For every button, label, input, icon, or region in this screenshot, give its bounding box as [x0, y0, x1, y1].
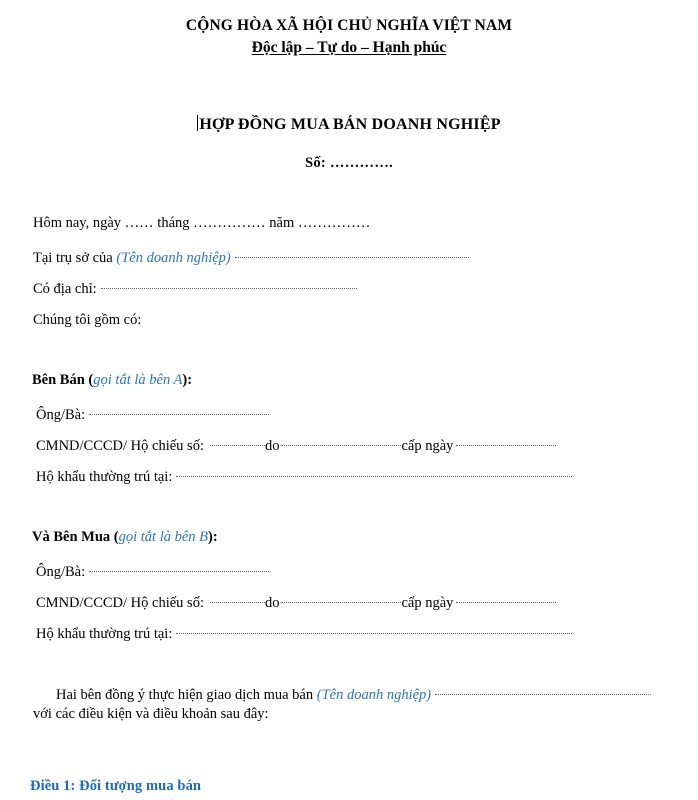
seller-id-dotted-leader-1 — [210, 436, 265, 446]
buyer-heading-label: Và Bên Mua — [32, 529, 114, 545]
spacer — [0, 329, 698, 372]
seller-residence-line — [0, 469, 698, 486]
we-include-text: Chúng tôi gồm có: — [33, 312, 142, 328]
buyer-name-label: Ông/Bà: — [36, 564, 86, 580]
document-number: Số: …………. — [304, 155, 394, 171]
document-title-text: HỢP ĐỒNG MUA BÁN DOANH NGHIỆP — [199, 116, 501, 133]
buyer-id-dotted-leader-1 — [210, 593, 265, 603]
spacer — [0, 298, 698, 312]
document-title-block — [0, 115, 698, 134]
buyer-id-label: CMND/CCCD/ Hộ chiếu số: — [36, 595, 204, 611]
seller-name-line — [0, 407, 698, 424]
spacer — [0, 760, 698, 778]
buyer-id-line — [0, 595, 698, 612]
seller-id-dotted-leader-2 — [281, 436, 401, 446]
address-line — [0, 281, 698, 298]
buyer-id-dotted-leader-3 — [456, 593, 556, 603]
seller-name-label: Ông/Bà: — [36, 407, 86, 423]
office-prefix-text: Tại trụ sở của — [33, 250, 117, 266]
agreement-company-placeholder: (Tên doanh nghiệp) — [316, 687, 432, 703]
spacer — [0, 724, 698, 760]
seller-id-dotted-leader-3 — [456, 436, 556, 446]
buyer-id-mid-do: do — [264, 595, 280, 611]
document-title — [197, 115, 500, 134]
agreement-line2: với các điều kiện và điều khoản sau đây: — [33, 706, 269, 722]
seller-paren-close: ): — [182, 372, 193, 388]
buyer-id-mid-capngay: cấp ngày — [401, 595, 454, 611]
buyer-heading — [0, 529, 698, 546]
seller-id-line — [0, 438, 698, 455]
seller-paren-open: ( — [88, 372, 94, 388]
spacer — [0, 486, 698, 529]
seller-id-mid-do: do — [264, 438, 280, 454]
seller-heading-note: gọi tắt là bên A — [93, 372, 183, 388]
seller-residence-dotted-leader — [176, 467, 572, 477]
office-dotted-leader — [235, 248, 469, 258]
address-label: Có địa chỉ: — [33, 281, 97, 297]
seller-heading-label: Bên Bán — [32, 372, 89, 388]
national-header — [0, 0, 698, 58]
address-dotted-leader — [101, 279, 357, 289]
buyer-residence-dotted-leader — [176, 624, 572, 634]
spacer — [0, 643, 698, 686]
buyer-residence-line — [0, 626, 698, 643]
buyer-name-dotted-leader — [89, 562, 269, 572]
national-title-line: CỘNG HÒA XÃ HỘI CHỦ NGHĨA VIỆT NAM — [185, 17, 513, 34]
date-line — [0, 215, 698, 232]
national-motto-text: Độc lập – Tự do – Hạnh phúc — [251, 39, 447, 56]
agreement-dotted-leader — [435, 685, 651, 695]
buyer-residence-label: Hộ khẩu thường trú tại: — [36, 626, 173, 642]
seller-id-label: CMND/CCCD/ Hộ chiếu số: — [36, 438, 204, 454]
we-include-line — [0, 312, 698, 329]
seller-name-dotted-leader — [89, 405, 269, 415]
agreement-line1-prefix: Hai bên đồng ý thực hiện giao dịch mua bán — [56, 687, 317, 703]
buyer-name-line — [0, 564, 698, 581]
agreement-paragraph — [0, 686, 673, 724]
office-company-placeholder: (Tên doanh nghiệp) — [116, 250, 231, 266]
buyer-paren-close: ): — [208, 529, 218, 545]
buyer-paren-open: ( — [113, 529, 119, 545]
date-line-text: Hôm nay, ngày …… tháng …………… năm …………… — [33, 215, 371, 231]
article-1-heading: Điều 1: Đối tượng mua bán — [30, 778, 202, 794]
buyer-id-dotted-leader-2 — [281, 593, 401, 603]
buyer-heading-note: gọi tắt là bên B — [118, 529, 209, 545]
seller-residence-label: Hộ khẩu thường trú tại: — [36, 469, 173, 485]
office-line — [0, 250, 698, 267]
seller-id-mid-capngay: cấp ngày — [401, 438, 454, 454]
national-motto-line — [0, 37, 698, 58]
intro-block — [0, 215, 698, 329]
seller-heading — [0, 372, 698, 389]
